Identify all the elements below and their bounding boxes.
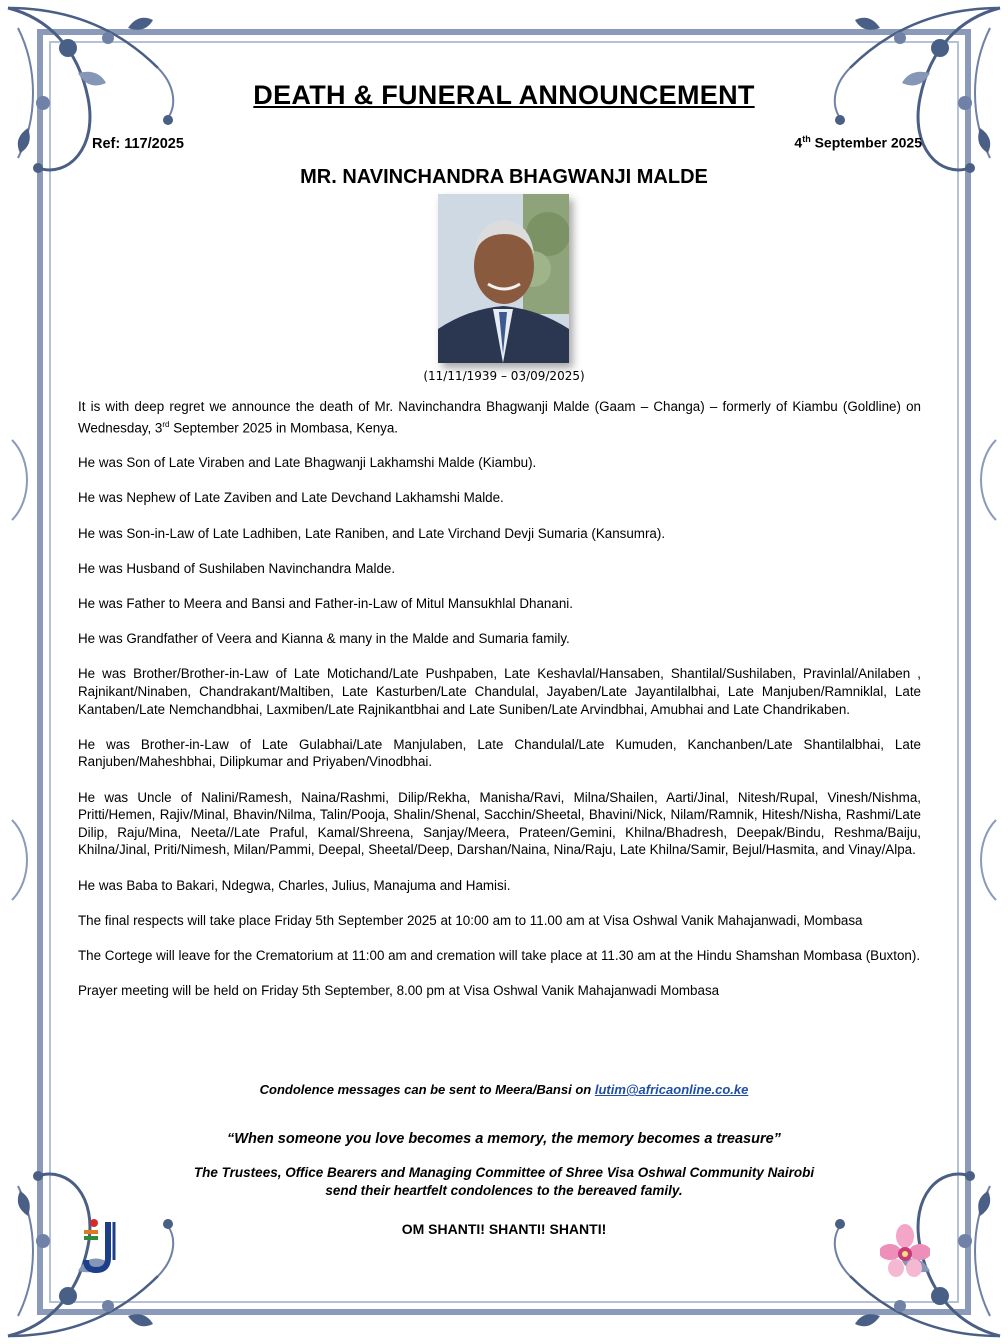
condolence-line: Condolence messages can be sent to Meera/Bansi on lutim@africaonline.co.ke — [259, 1082, 749, 1097]
trustees-line-2: send their heartfelt condolences to the bereaved family. — [325, 1183, 683, 1198]
brother-in-law-paragraph: He was Brother-in-Law of Late Gulabhai/Late Manjulaben, Late Chandulal/Late Kumuden, Kanchanben/Late Shantilalbhai, Late Ranjuben/Maheshbhai, Dilipkumar and Priyaben/Vinodbhai. — [78, 736, 921, 770]
om-shanti-line: OM SHANTI! SHANTI! SHANTI! — [401, 1221, 607, 1237]
reference-number: Ref: 117/2025 — [92, 136, 184, 152]
husband-paragraph: He was Husband of Sushilaben Navinchandra Malde. — [78, 560, 396, 576]
uncle-paragraph: He was Uncle of Nalini/Ramesh, Naina/Rashmi, Dilip/Rekha, Manisha/Ravi, Milna/Shailen, Aarti/Jinal, Nitesh/Rupal, Vinesh/Nishma, Pritti/Hemen, Rajiv/Minal, Bhavin/Nilma, Talin/Pooja, Shalin/Shenal, Sacchin/Sheetal, Bhavini/Nick, Nilam/Ramnik, Hitesh/Nisha, Rashmi/Late Dilip, Raju/Mina, Neeta//Late Praful, Kamal/Shreena, Sanjay/Meera, Prateen/Gemini, Khilna/Bhadresh, Deepak/Bindu, Reshma/Baiju, Khilna/Jinal, Priti/Nimesh, Milan/Pammi, Deepal, Sheetal/Deep, Darshan/Naina, Nina/Raju, Late Khilna/Samir, Bejul/Hasmita, and Vinay/Alpa. — [78, 789, 921, 858]
son-paragraph: He was Son of Late Viraben and Late Bhagwanji Lakhamshi Malde (Kiambu). — [78, 455, 537, 471]
condolence-email-link[interactable]: lutim@africaonline.co.ke — [594, 1082, 749, 1097]
trustees-condolences — [0, 1164, 1008, 1200]
nephew-paragraph: He was Nephew of Late Zaviben and Late Devchand Lakhamshi Malde. — [78, 490, 504, 506]
announcement-body — [78, 398, 921, 1017]
prayer-paragraph: Prayer meeting will be held on Friday 5th September, 8.00 pm at Visa Oshwal Vanik Mahajanwadi Mombasa — [78, 983, 720, 999]
grandfather-paragraph: He was Grandfather of Veera and Kianna & many in the Malde and Sumaria family. — [78, 631, 570, 647]
memorial-quote: “When someone you love becomes a memory, the memory becomes a treasure” — [227, 1131, 781, 1147]
son-in-law-paragraph: He was Son-in-Law of Late Ladhiben, Late Raniben, and Late Virchand Devji Sumaria (Kansumra). — [78, 525, 666, 541]
trustees-line-1: The Trustees, Office Bearers and Managing Committee of Shree Visa Oshwal Community Nairobi — [193, 1165, 815, 1180]
community-logo-icon — [82, 1218, 118, 1274]
final-respects-paragraph: The final respects will take place Friday 5th September 2025 at 10:00 am to 11.00 am at Visa Oshwal Vanik Mahajanwadi, Mombasa — [78, 912, 863, 928]
life-dates: (11/11/1939 – 03/09/2025) — [423, 369, 585, 383]
deceased-portrait-photo — [438, 194, 569, 363]
brother-paragraph: He was Brother/Brother-in-Law of Late Motichand/Late Pushpaben, Late Keshavlal/Hansaben, Shantilal/Sushilaben, Pravinlal/Anilaben , Rajnikant/Ninaben, Chandrakant/Maltiben, Late Kasturben/Late Chandulal, Jayaben/Late Jayantilalbhai, Late Manjuben/Ramniklal, Late Kantaben/Late Nemchandbhai, Laxmiben/Late Rajnikantbhai and Late Suniben/Late Arvindbhai, Amubhai and Late Chandrikaben. — [78, 666, 921, 717]
announcement-title: DEATH & FUNERAL ANNOUNCEMENT — [253, 80, 755, 110]
intro-paragraph: It is with deep regret we announce the death of Mr. Navinchandra Bhagwanji Malde (Gaam – Changa) – formerly of Kiambu (Goldline) on Wednesday, 3rd September 2025 in Mombasa, Kenya. — [78, 399, 921, 436]
deceased-name: MR. NAVINCHANDRA BHAGWANJI MALDE — [300, 166, 708, 188]
orchid-flower-icon — [880, 1224, 930, 1278]
father-paragraph: He was Father to Meera and Bansi and Father-in-Law of Mitul Mansukhlal Dhanani. — [78, 596, 573, 611]
announcement-date: 4th September 2025 — [794, 134, 922, 151]
baba-paragraph: He was Baba to Bakari, Ndegwa, Charles, Julius, Manajuma and Hamisi. — [78, 877, 511, 893]
cortege-paragraph: The Cortege will leave for the Crematorium at 11:00 am and cremation will take place at 11.30 am at the Hindu Shamshan Mombasa (Buxton). — [78, 947, 921, 963]
